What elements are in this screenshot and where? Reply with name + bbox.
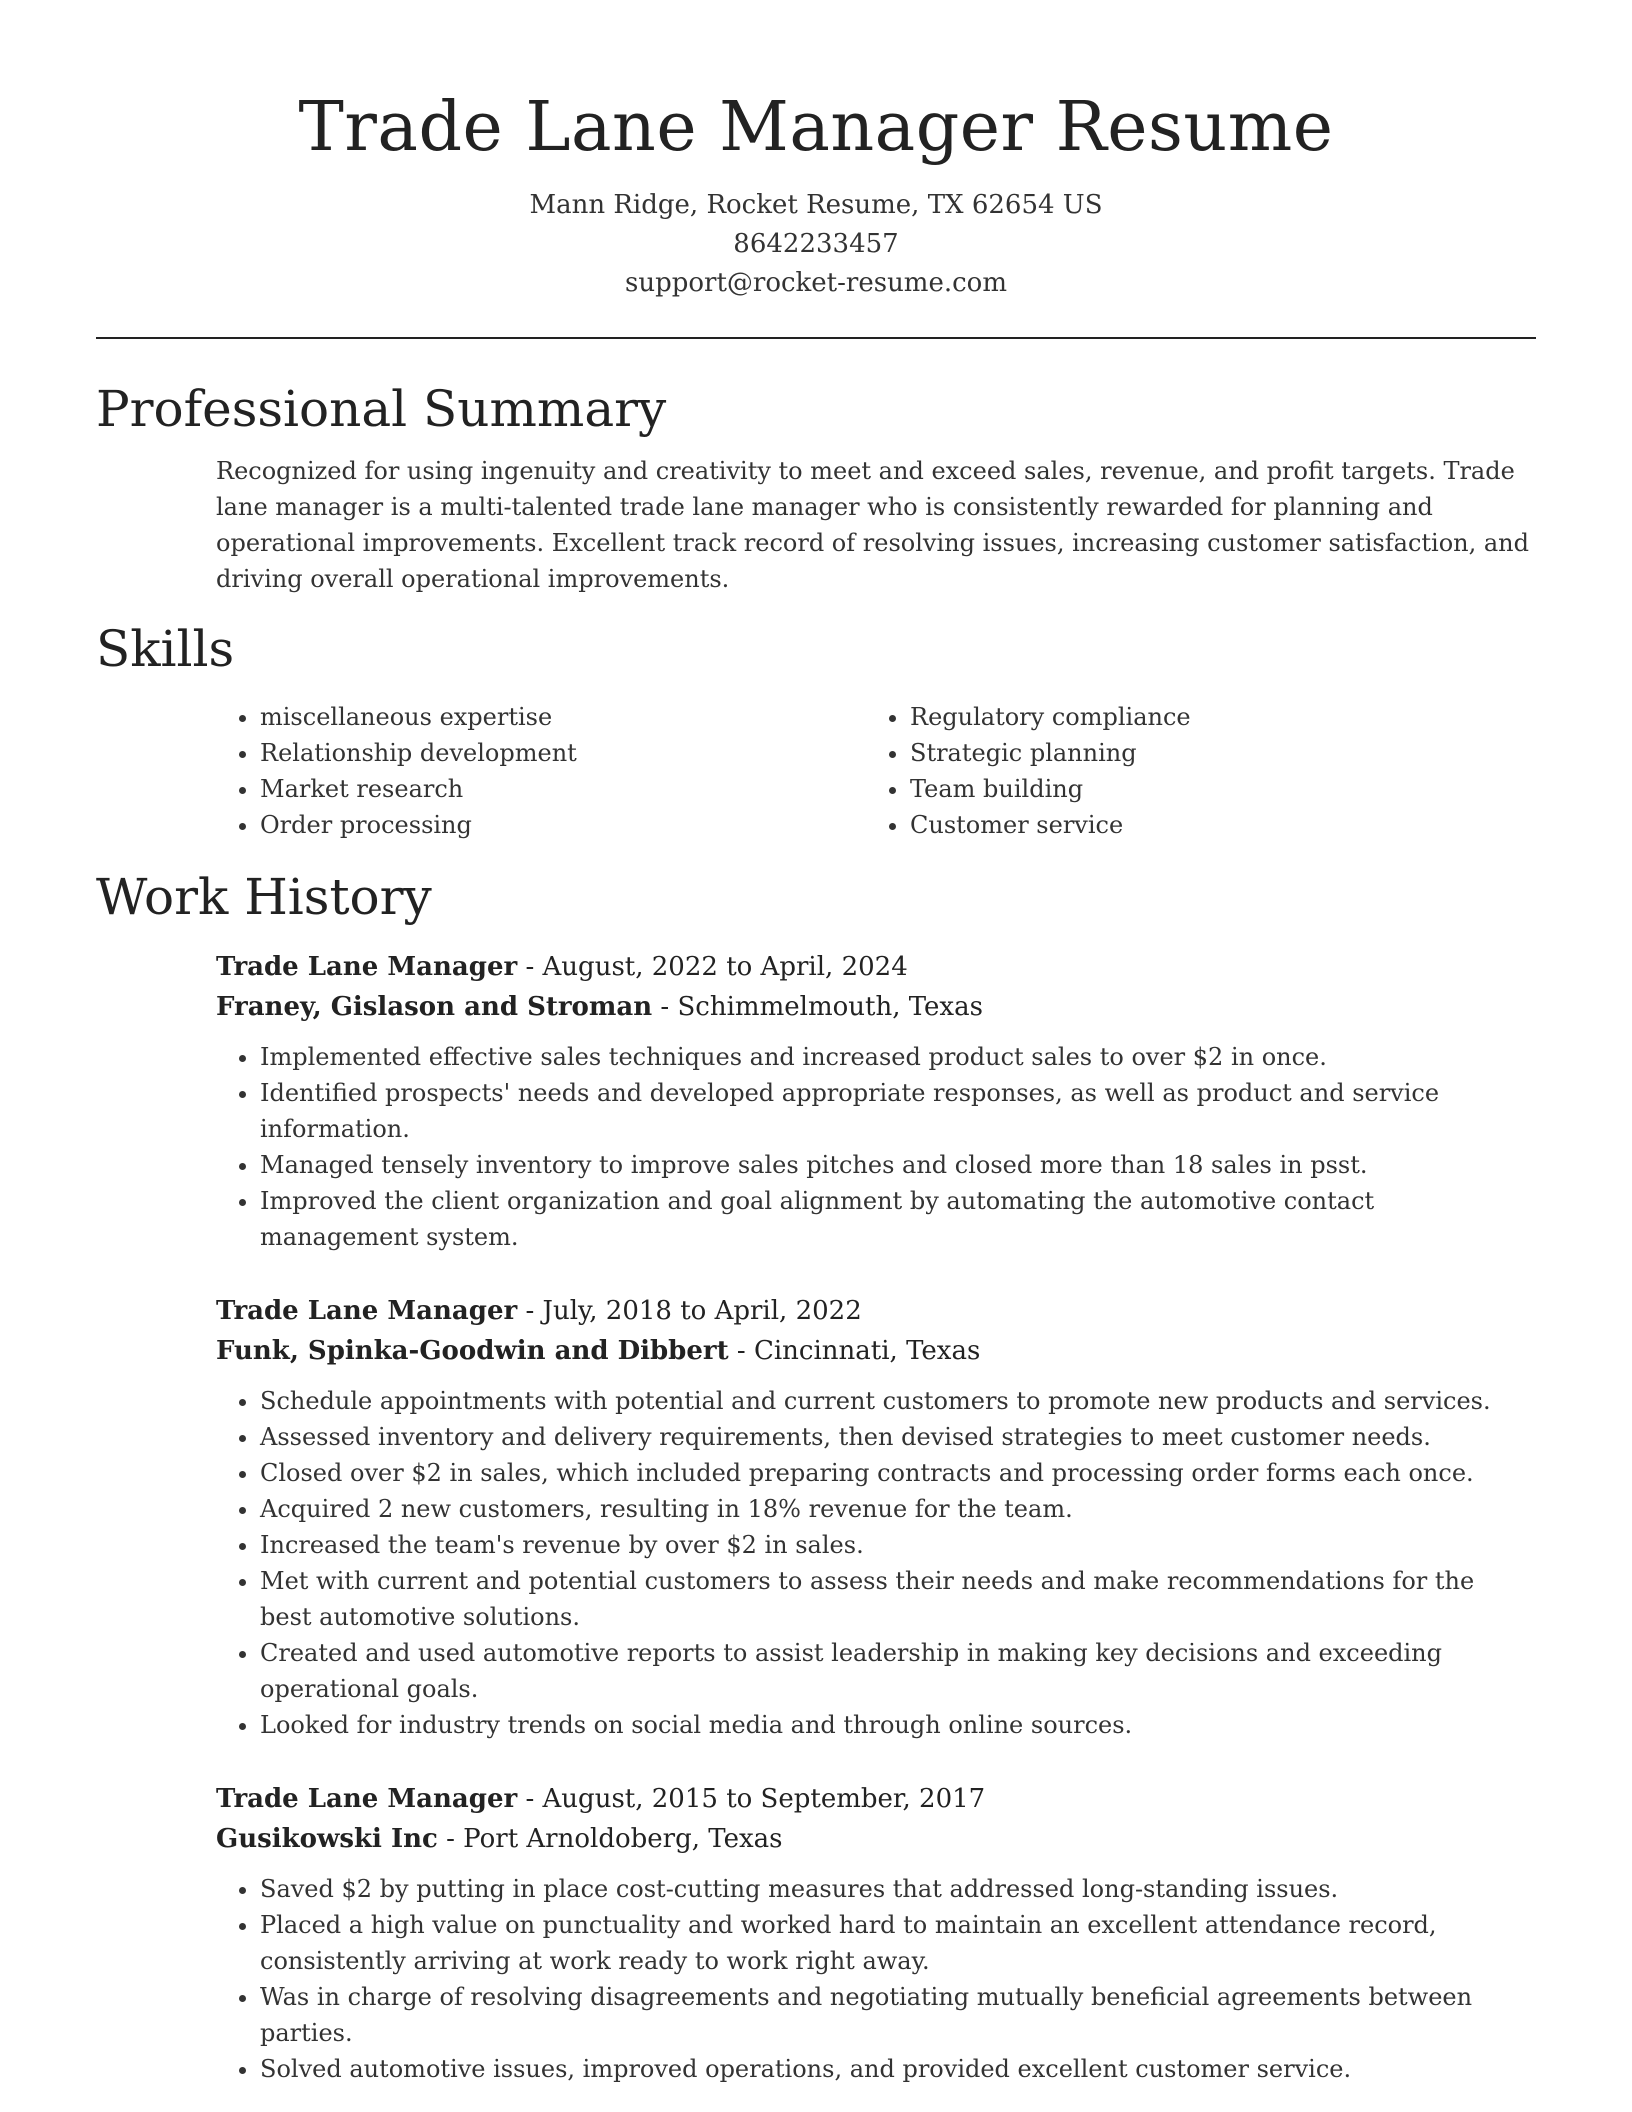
job-entry xyxy=(216,1779,1536,2087)
job-bullet: • Identified prospects' needs and developed appropriate responses, as well as product and service information. xyxy=(260,1075,1536,1147)
skill-item: • Customer service xyxy=(910,807,1516,843)
job-title: Trade Lane Manager xyxy=(216,952,518,982)
skill-item: • Regulatory compliance xyxy=(910,699,1516,735)
header-divider xyxy=(96,337,1536,339)
job-company-line: Franey, Gislason and Stroman - Schimmelmouth, Texas xyxy=(216,992,983,1022)
job-bullet: • Managed tensely inventory to improve sales pitches and closed more than 18 sales in psst. xyxy=(260,1147,1536,1183)
contact-address: Mann Ridge, Rocket Resume, TX 62654 US xyxy=(529,190,1103,220)
job-bullet: • Solved automotive issues, improved operations, and provided excellent customer service. xyxy=(260,2051,1536,2087)
skills-heading: Skills xyxy=(96,620,235,678)
job-title-line: Trade Lane Manager - August, 2022 to April, 2024 xyxy=(216,952,908,982)
work-history-heading: Work History xyxy=(96,868,432,926)
job-bullet: • Met with current and potential customers to assess their needs and make recommendations for the best automotive solutions. xyxy=(260,1563,1536,1635)
job-bullet: • Saved $2 by putting in place cost-cutting measures that addressed long-standing issues. xyxy=(260,1871,1536,1907)
skills-list-left xyxy=(216,699,866,843)
job-company-line: Funk, Spinka-Goodwin and Dibbert - Cincinnati, Texas xyxy=(216,1336,981,1366)
skills-grid xyxy=(216,699,1536,843)
job-company: Gusikowski Inc xyxy=(216,1824,438,1854)
job-dates: August, 2022 to April, 2024 xyxy=(542,952,908,982)
contact-block xyxy=(96,186,1536,303)
summary-text: Recognized for using ingenuity and creativity to meet and exceed sales, revenue, and profit targets. Trade lane manager is a multi-talented trade lane manager who is consistently rewarded for planning and operational improvements. Excellent track record of resolving issues, increasing customer satisfaction, and driving overall operational improvements. xyxy=(216,457,1529,593)
skill-item: • Order processing xyxy=(260,807,866,843)
job-bullet: • Was in charge of resolving disagreements and negotiating mutually beneficial agreements between parties. xyxy=(260,1979,1536,2051)
job-location: Schimmelmouth, Texas xyxy=(677,992,983,1022)
skills-list-right xyxy=(866,699,1516,843)
job-title: Trade Lane Manager xyxy=(216,1296,518,1326)
job-bullet: • Assessed inventory and delivery requirements, then devised strategies to meet customer needs. xyxy=(260,1419,1536,1455)
contact-email: support@rocket-resume.com xyxy=(624,268,1007,298)
resume-title: Trade Lane Manager Resume xyxy=(298,88,1334,167)
job-bullet: • Improved the client organization and goal alignment by automating the automotive contact management system. xyxy=(260,1183,1536,1255)
job-bullet: • Looked for industry trends on social media and through online sources. xyxy=(260,1707,1536,1743)
job-bullet: • Closed over $2 in sales, which included preparing contracts and processing order forms each once. xyxy=(260,1455,1536,1491)
job-bullet: • Increased the team's revenue by over $2 in sales. xyxy=(260,1527,1536,1563)
job-entry xyxy=(216,1291,1536,1743)
job-bullet: • Implemented effective sales techniques and increased product sales to over $2 in once. xyxy=(260,1039,1536,1075)
job-title: Trade Lane Manager xyxy=(216,1784,518,1814)
job-location: Cincinnati, Texas xyxy=(753,1336,981,1366)
job-bullet: • Schedule appointments with potential and current customers to promote new products and services. xyxy=(260,1383,1536,1419)
summary-heading: Professional Summary xyxy=(96,380,667,438)
job-bullets xyxy=(216,1871,1536,2087)
job-location: Port Arnoldoberg, Texas xyxy=(463,1824,783,1854)
job-bullet: • Acquired 2 new customers, resulting in 18% revenue for the team. xyxy=(260,1491,1536,1527)
job-title-line: Trade Lane Manager - August, 2015 to September, 2017 xyxy=(216,1784,986,1814)
job-company-line: Gusikowski Inc - Port Arnoldoberg, Texas xyxy=(216,1824,783,1854)
job-dates: August, 2015 to September, 2017 xyxy=(542,1784,986,1814)
skill-item: • miscellaneous expertise xyxy=(260,699,866,735)
skill-item: • Market research xyxy=(260,771,866,807)
skill-item: • Strategic planning xyxy=(910,735,1516,771)
skill-item: • Team building xyxy=(910,771,1516,807)
contact-phone: 8642233457 xyxy=(733,229,899,259)
job-bullets xyxy=(216,1039,1536,1255)
job-company: Funk, Spinka-Goodwin and Dibbert xyxy=(216,1336,729,1366)
job-bullet: • Created and used automotive reports to assist leadership in making key decisions and exceeding operational goals. xyxy=(260,1635,1536,1707)
job-company: Franey, Gislason and Stroman xyxy=(216,992,653,1022)
job-title-line: Trade Lane Manager - July, 2018 to April, 2022 xyxy=(216,1296,862,1326)
work-history-list xyxy=(216,947,1536,2087)
job-entry xyxy=(216,947,1536,1255)
skill-item: • Relationship development xyxy=(260,735,866,771)
job-bullet: • Placed a high value on punctuality and worked hard to maintain an excellent attendance record, consistently arriving at work ready to work right away. xyxy=(260,1907,1536,1979)
job-bullets xyxy=(216,1383,1536,1743)
job-dates: July, 2018 to April, 2022 xyxy=(542,1296,862,1326)
resume-page xyxy=(96,0,1536,2087)
